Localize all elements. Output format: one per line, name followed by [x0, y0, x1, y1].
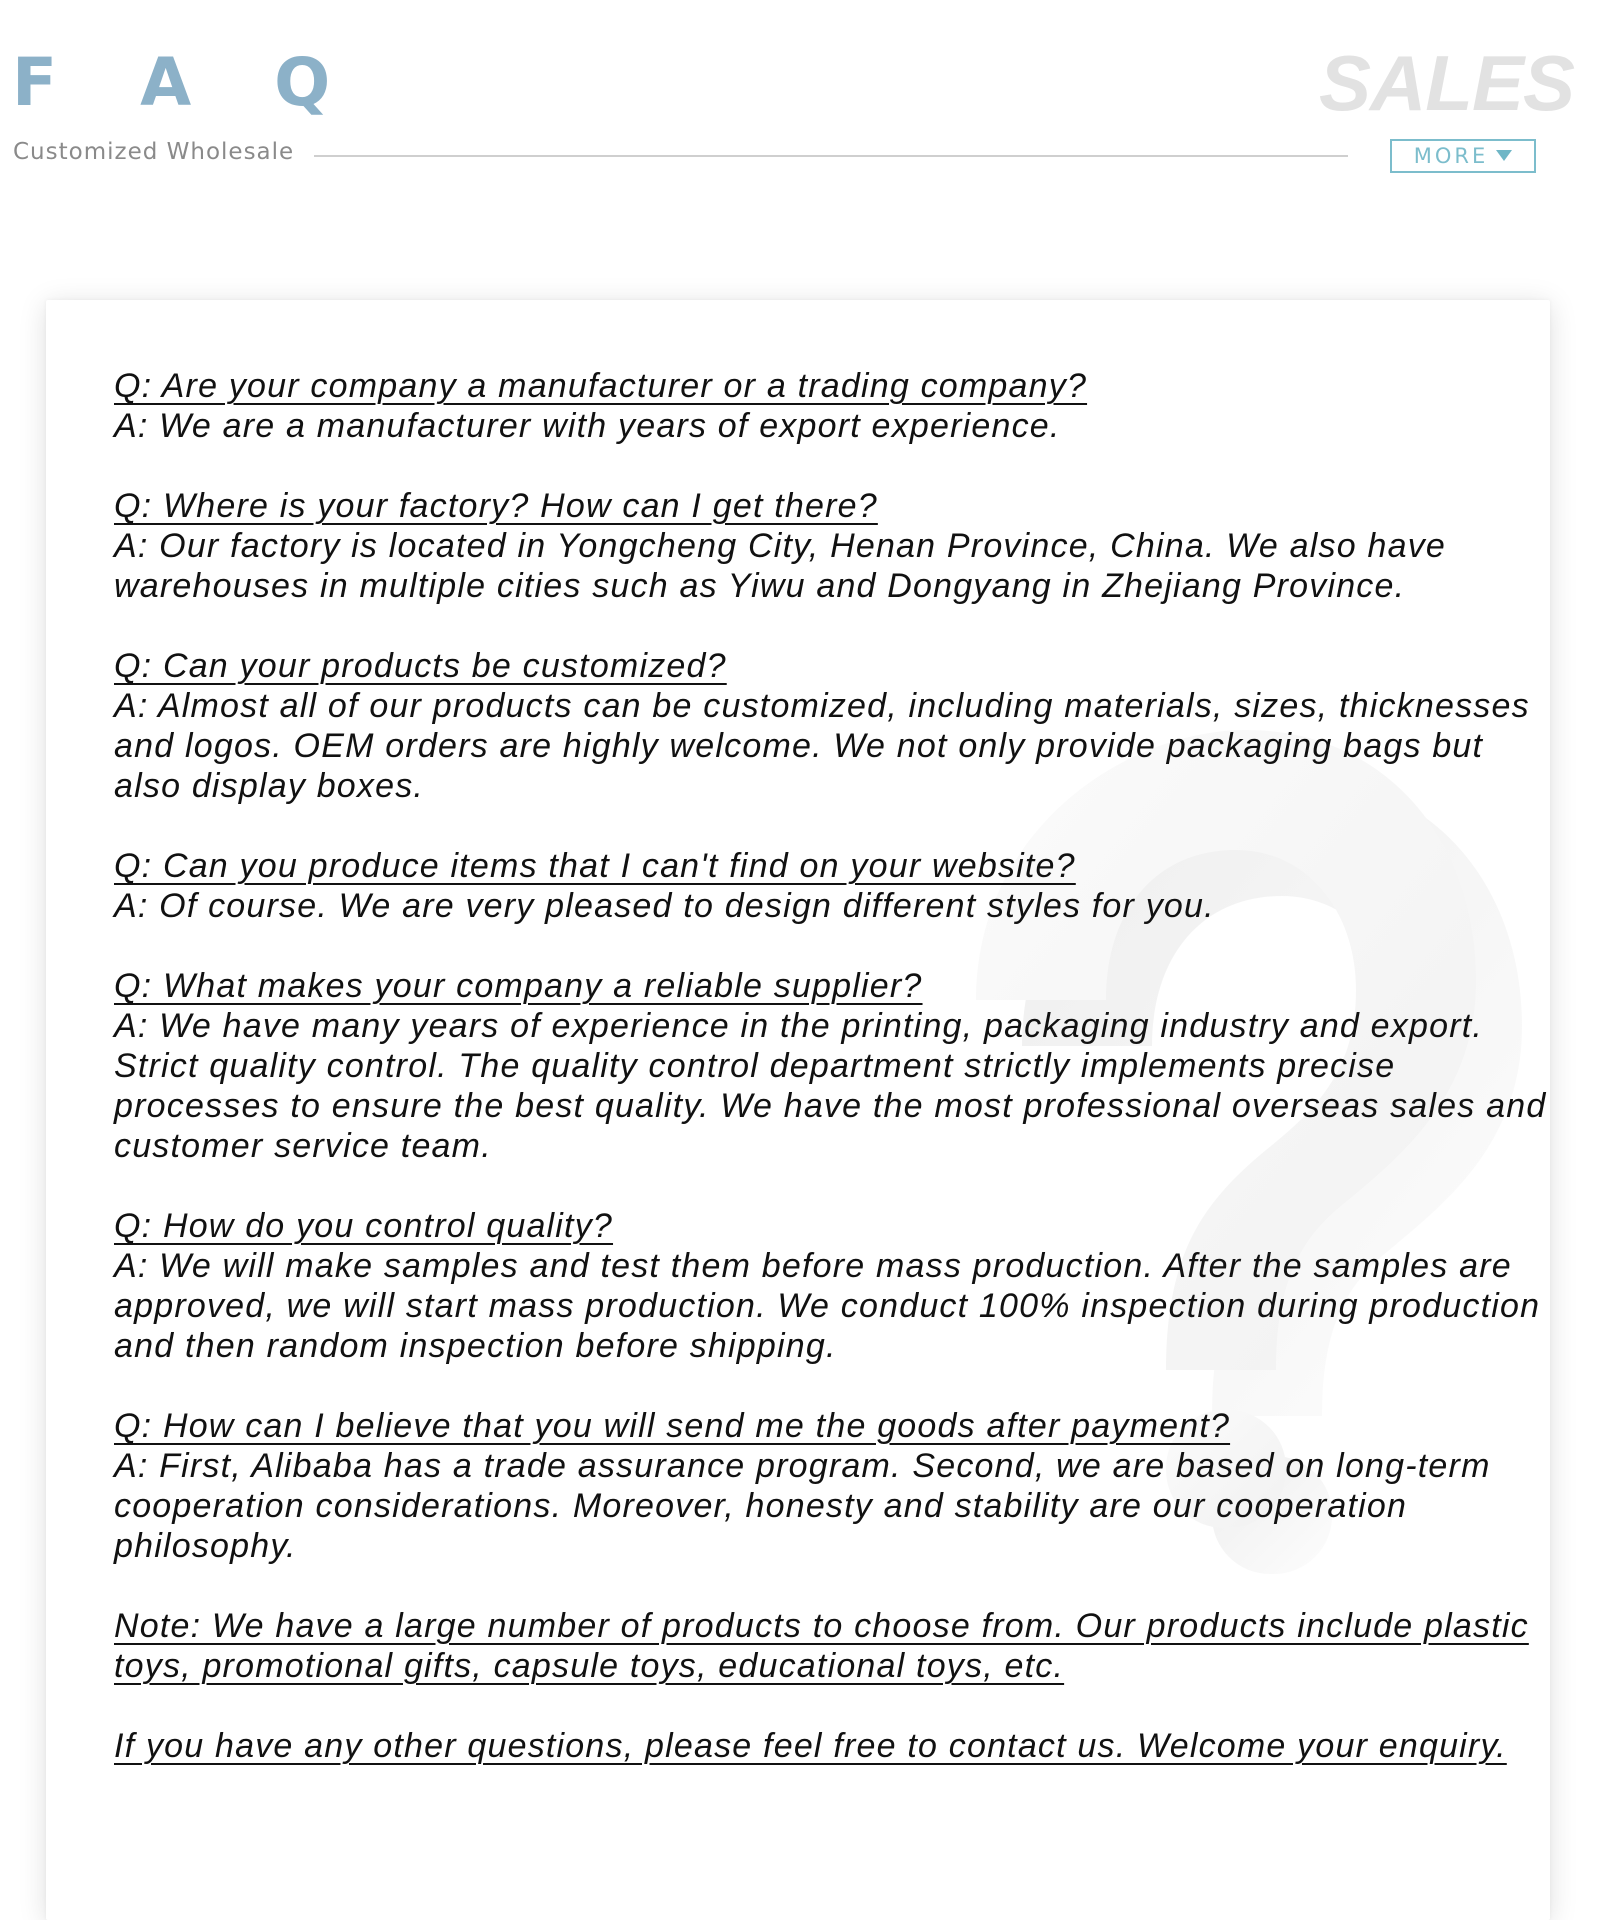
faq-answer: A: We will make samples and test them before mass production. After the samples are approved, we will start mass production. We conduct 100% inspection during production and then random inspection before shipping.	[114, 1247, 1541, 1365]
faq-item	[114, 1406, 1550, 1566]
page-subtitle: Customized Wholesale	[13, 139, 295, 165]
faq-answer: A: We have many years of experience in the printing, packaging industry and export. Strict quality control. The quality control department strictly implements precise processes to ensure the best quality. We have the most professional overseas sales and customer service team.	[114, 1007, 1547, 1165]
header-divider	[314, 155, 1348, 157]
faq-question: Q: Are your company a manufacturer or a trading company?	[114, 367, 1088, 405]
faq-answer: A: Almost all of our products can be customized, including materials, sizes, thicknesses and logos. OEM orders are highly welcome. We not only provide packaging bags but also display boxes.	[114, 687, 1530, 805]
more-button[interactable]	[1390, 139, 1536, 173]
faq-header	[0, 0, 1600, 200]
faq-item	[114, 966, 1550, 1166]
faq-question: Q: How can I believe that you will send me the goods after payment?	[114, 1407, 1231, 1445]
faq-answer: A: First, Alibaba has a trade assurance program. Second, we are based on long-term cooperation considerations. Moreover, honesty and stability are our cooperation philosophy.	[114, 1447, 1491, 1565]
faq-question: Q: What makes your company a reliable supplier?	[114, 967, 923, 1005]
page-title: F A Q	[12, 44, 361, 121]
faq-note: Note: We have a large number of products to choose from. Our products include plastic toys, promotional gifts, capsule toys, educational toys, etc.	[114, 1607, 1529, 1685]
faq-list	[114, 366, 1550, 1806]
faq-item	[114, 486, 1550, 606]
faq-answer: A: Of course. We are very pleased to design different styles for you.	[114, 887, 1215, 925]
faq-question: Q: Where is your factory? How can I get there?	[114, 487, 878, 525]
section-label: SALES	[1318, 39, 1574, 127]
more-button-label: MORE	[1413, 143, 1489, 168]
faq-item	[114, 646, 1550, 806]
faq-item	[114, 846, 1550, 926]
faq-question: Q: How do you control quality?	[114, 1207, 614, 1245]
faq-question: Q: Can your products be customized?	[114, 647, 727, 685]
faq-answer: A: Our factory is located in Yongcheng City, Henan Province, China. We also have warehouses in multiple cities such as Yiwu and Dongyang in Zhejiang Province.	[114, 527, 1447, 605]
faq-answer: A: We are a manufacturer with years of export experience.	[114, 407, 1061, 445]
caret-down-icon	[1496, 150, 1512, 161]
faq-card	[46, 300, 1550, 1920]
faq-item	[114, 1206, 1550, 1366]
faq-closing: If you have any other questions, please feel free to contact us. Welcome your enquiry.	[114, 1727, 1507, 1765]
faq-item	[114, 366, 1550, 446]
faq-question: Q: Can you produce items that I can't find on your website?	[114, 847, 1076, 885]
